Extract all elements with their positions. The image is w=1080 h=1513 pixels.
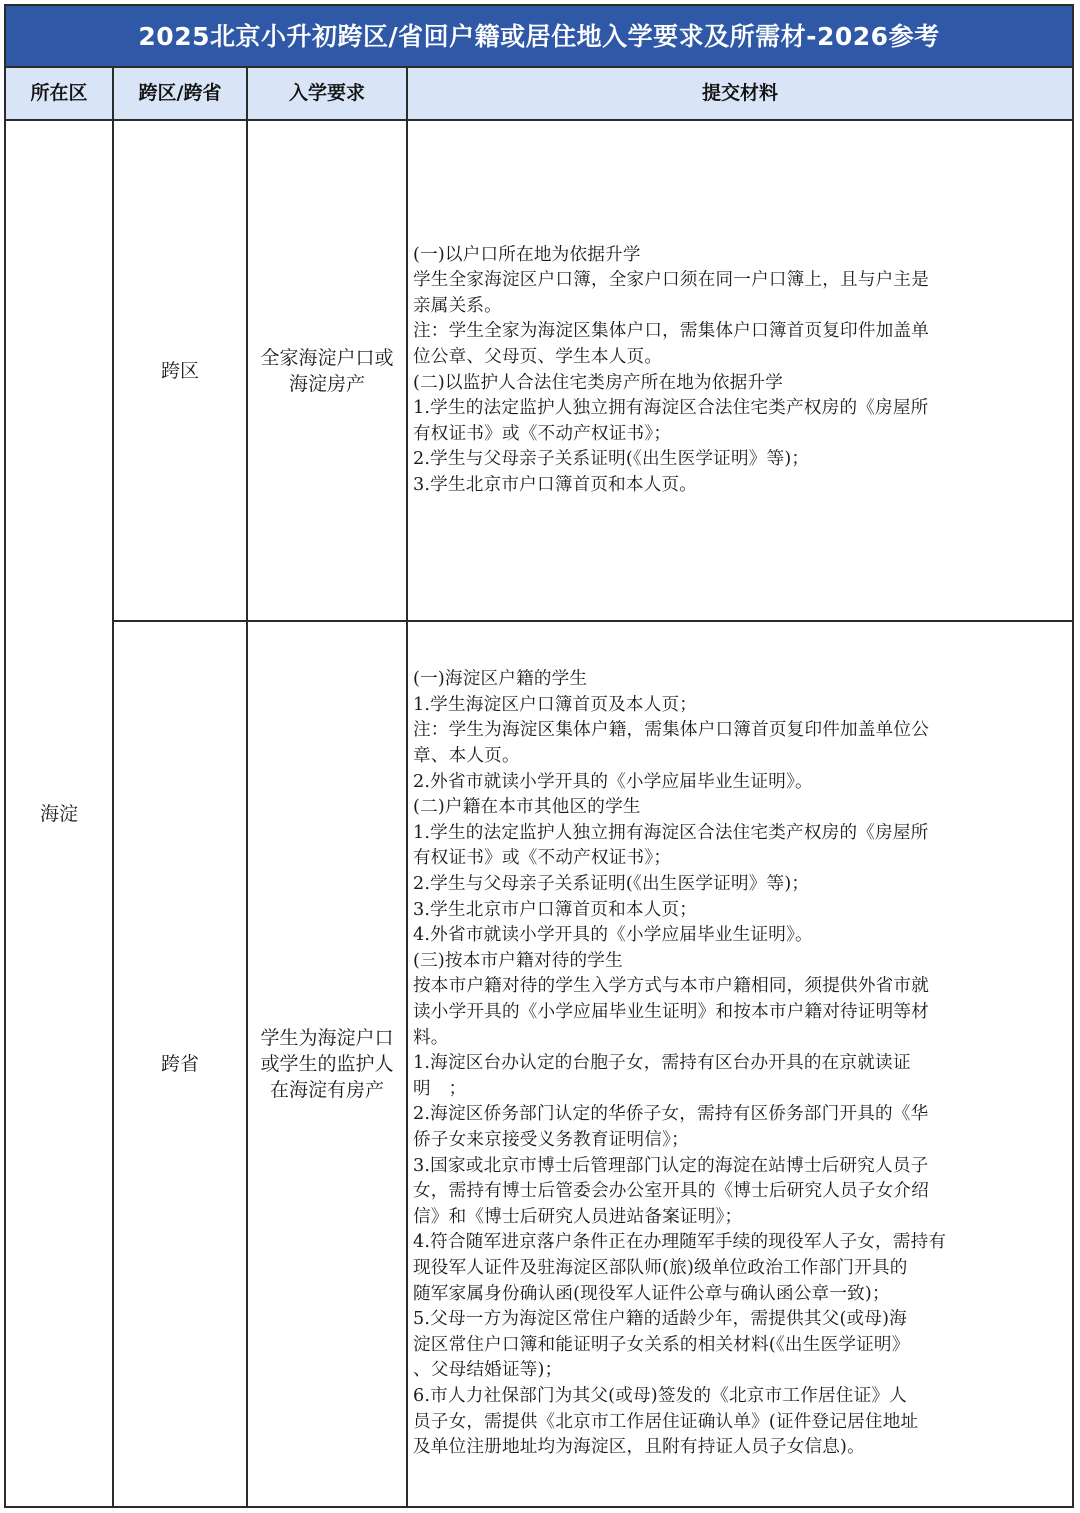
type-cell-cross-province: [114, 622, 246, 1506]
header-district: 所在区: [30, 82, 88, 104]
materials-text: (一)以户口所在地为依据升学 学生全家海淀区户口簿，全家户口须在同一户口簿上，且与户主是 亲属关系。 注：学生全家为海淀区集体户口，需集体户口簿首页复印件加盖单 位公章、父母页、学生本人页。 (二)以监护人合法住宅类房产所在地为依据升学 1.学生的法定监护人独立拥有海淀区合法住宅类产权房的《房屋所 有权证书》或《不动产权证书》； 2.学生与父母亲子关系证明(《出生医学证明》等)； 3.学生北京市户口簿首页和本人页。: [413, 244, 930, 495]
header-materials: 提交材料: [701, 82, 778, 104]
requirement-cell-cross-province: [248, 622, 406, 1506]
header-requirement: 入学要求: [288, 82, 365, 104]
requirement-text: 学生为海淀户口 或学生的监护人 在海淀有房产: [260, 1027, 394, 1101]
type-label: 跨省: [160, 1053, 199, 1075]
district-cell: [6, 121, 112, 1506]
grid-divider: [406, 68, 408, 1508]
district-label: 海淀: [39, 802, 78, 825]
admission-table: [4, 4, 1074, 1508]
header-type: 跨区/跨省: [138, 82, 222, 104]
materials-cell-cross-district: [413, 121, 1069, 620]
table-title: 2025北京小升初跨区/省回户籍或居住地入学要求及所需材-2026参考: [6, 6, 1072, 68]
table-header-row: [6, 68, 1072, 121]
materials-text: (一)海淀区户籍的学生 1.学生海淀区户口簿首页及本人页； 注：学生为海淀区集体户籍，需集体户口簿首页复印件加盖单位公 章、本人页。 2.外省市就读小学开具的《小学应届毕业生证明》。 (二)户籍在本市其他区的学生 1.学生的法定监护人独立拥有海淀区合法住宅类产权房的《房屋所 有权证书》或《不动产权证书》； 2.学生与父母亲子关系证明(《出生医学证明》等)； 3.学生北京市户口簿首页和本人页； 4.外省市就读小学开具的《小学应届毕业生证明》。 (三)按本市户籍对待的学生 按本市户籍对待的学生入学方式与本市户籍相同，须提供外省市就 读小学开具的《小学应届毕业生证明》和按本市户籍对待证明等材 料。 1.海淀区台办认定的台胞子女，需持有区台办开具的在京就读证 明 ； 2.海淀区侨务部门认定的华侨子女，需持有区侨务部门开具的《华 侨子女来京接受义务教育证明信》； 3.国家或北京市博士后管理部门认定的海淀在站博士后研究人员子 女，需持有博士后管委会办公室开具的《博士后研究人员子女介绍 信》和《博士后研究人员进站备案证明》； 4.符合随军进京落户条件正在办理随军手续的现役军人子女，需持有 现役军人证件及驻海淀区部队师(旅)级单位政治工作部门开具的 随军家属身份确认函(现役军人证件公章与确认函公章一致)； 5.父母一方为海淀区常住户籍的适龄少年，需提供其父(或母)海 淀区常住户口簿和能证明子女关系的相关材料(《出生医学证明》 、父母结婚证等)； 6.市人力社保部门为其父(或母)签发的《北京市工作居住证》人 员子女，需提供《北京市工作居住证确认单》(证件登记居住地址 及单位注册地址均为海淀区，且附有持证人员子女信息)。: [413, 669, 947, 1458]
materials-cell-cross-province: [413, 622, 1069, 1506]
type-cell-cross-district: [114, 121, 246, 620]
type-label: 跨区: [160, 359, 199, 382]
requirement-cell-cross-district: [248, 121, 406, 620]
requirement-text: 全家海淀户口或 海淀房产: [260, 346, 394, 395]
